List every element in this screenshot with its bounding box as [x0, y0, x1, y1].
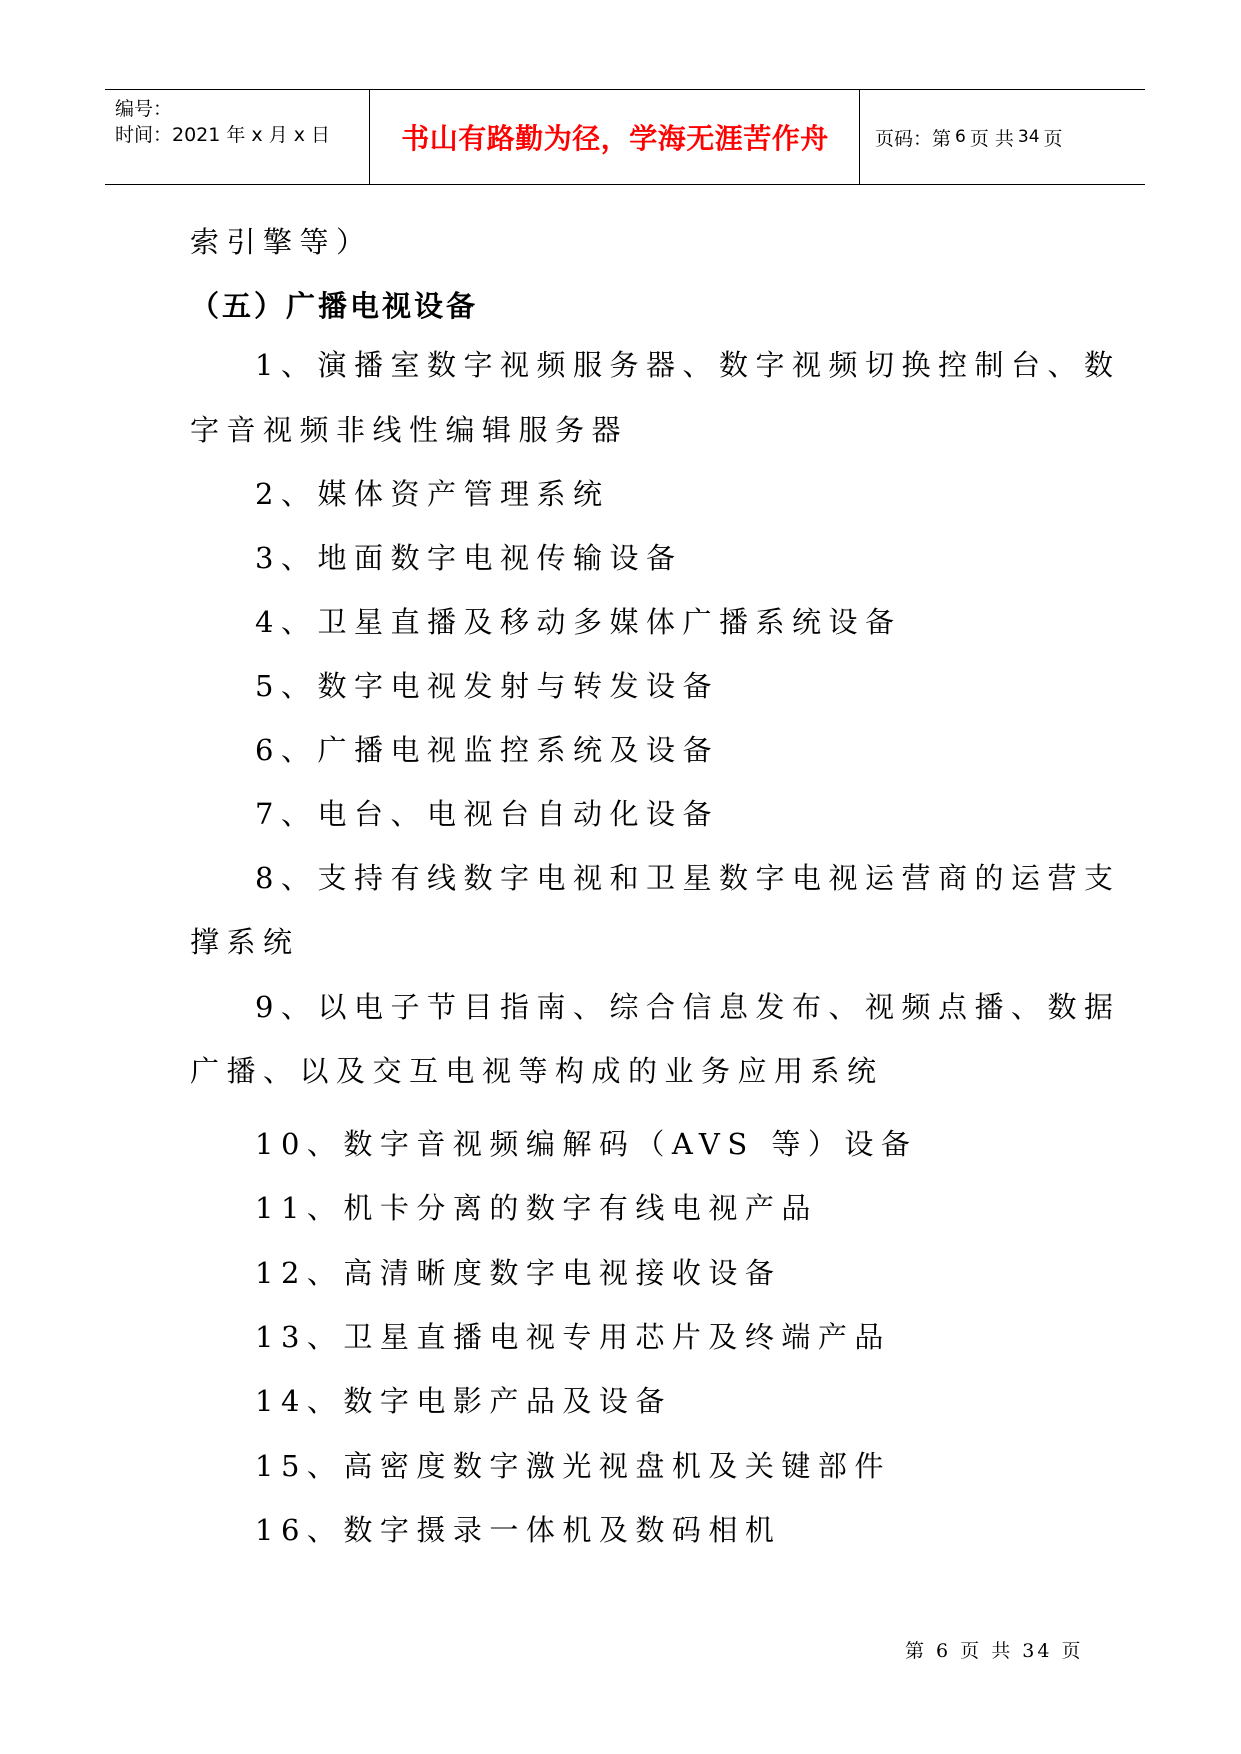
list-item-continuation: 字音视频非线性编辑服务器 [190, 413, 629, 447]
header-motto: 书山有路勤为径，学海无涯苦作舟 [401, 122, 829, 155]
list-item-continuation: 广播、以及交互电视等构成的业务应用系统 [190, 1054, 884, 1088]
header-divider-right [859, 90, 860, 184]
body-line-continuation: 索引擎等） [190, 225, 373, 259]
list-item: 1、演播室数字视频服务器、数字视频切换控制台、数 [255, 348, 1121, 382]
page-mid: 页 共 [969, 127, 1014, 150]
list-item: 16、数字摄录一体机及数码相机 [255, 1513, 782, 1547]
list-item: 10、数字音视频编解码（AVS 等）设备 [255, 1127, 918, 1161]
page-header [105, 89, 1145, 185]
page-current: 6 [955, 127, 966, 147]
page-suffix: 页 [1043, 127, 1063, 150]
page-total: 34 [1017, 127, 1040, 147]
list-item: 15、高密度数字激光视盘机及关键部件 [255, 1449, 891, 1483]
header-divider-left [369, 90, 370, 184]
header-meta [115, 90, 370, 184]
page-footer: 第 6 页 共 34 页 [905, 1640, 1084, 1662]
list-item: 3、地面数字电视传输设备 [255, 541, 683, 575]
list-item: 14、数字电影产品及设备 [255, 1384, 672, 1418]
list-item: 13、卫星直播电视专用芯片及终端产品 [255, 1320, 891, 1354]
list-item: 2、媒体资产管理系统 [255, 477, 610, 511]
list-item: 6、广播电视监控系统及设备 [255, 733, 719, 767]
list-item: 4、卫星直播及移动多媒体广播系统设备 [255, 605, 902, 639]
list-item: 9、以电子节目指南、综合信息发布、视频点播、数据 [255, 990, 1121, 1024]
document-time-label: 时间：2021 年 x 月 x 日 [115, 124, 331, 146]
header-page-info [875, 90, 1063, 184]
section-heading: （五）广播电视设备 [190, 289, 479, 323]
document-number-label: 编号： [115, 98, 173, 120]
list-item: 5、数字电视发射与转发设备 [255, 669, 719, 703]
list-item: 12、高清晰度数字电视接收设备 [255, 1256, 782, 1290]
list-item: 8、支持有线数字电视和卫星数字电视运营商的运营支 [255, 861, 1121, 895]
list-item: 11、机卡分离的数字有线电视产品 [255, 1191, 818, 1225]
page-prefix: 页码：第 [875, 127, 952, 150]
list-item-continuation: 撑系统 [190, 925, 300, 959]
list-item: 7、电台、电视台自动化设备 [255, 797, 719, 831]
